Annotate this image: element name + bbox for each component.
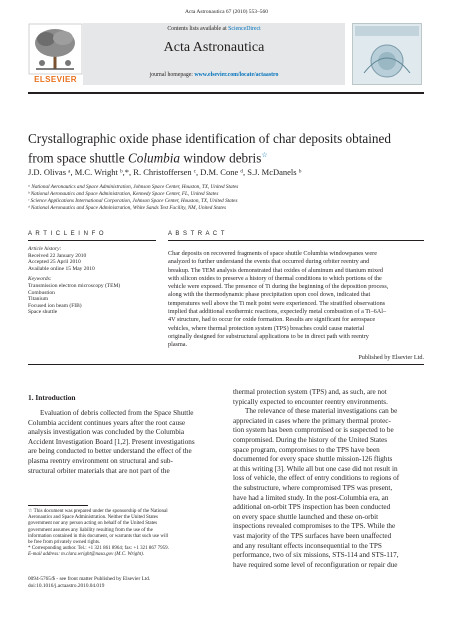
abstract-line: with silicon oxides to preserve a history of thermal conditions to which portions of the [168, 274, 382, 282]
abstract-line: implied that additional exothermic reactions, expectedly metal combustion of a Ti–6Al– [168, 308, 387, 316]
history-label: Article history: [28, 246, 62, 252]
body-line: tion system has been compromised or is suspected to be [233, 426, 394, 435]
doi-line[interactable]: doi:10.1016/j.actaastro.2010.04.019 [28, 582, 105, 589]
intro-right-column [233, 388, 425, 570]
keyword-item: Combustion [28, 289, 55, 296]
article-info [28, 246, 158, 316]
title-line-2-prefix: from space shuttle [28, 150, 128, 166]
elsevier-tree-logo [28, 23, 83, 85]
title-line-2-suffix: window debris [180, 150, 262, 166]
footnote-line: information contained in this document, or warrants that such use will [28, 533, 169, 539]
body-line: the substructure, where compromised TPS was present, [233, 483, 393, 492]
body-line: and any resultant effects inconsequential to the TPS [233, 541, 382, 550]
keyword-item: Focused ion beam (FIB) [28, 302, 82, 309]
abstract-heading: A B S T R A C T [168, 231, 226, 237]
authors: J.D. Olivas ᵃ, M.C. Wright ᵇ,*, R. Christoffersen ᶜ, D.M. Cone ᵈ, S.J. McDanels ᵇ [28, 167, 302, 177]
footnote-line: ☆ This document was prepared under the sponsorship of the National [28, 509, 168, 514]
sciencedirect-link[interactable]: ScienceDirect [228, 26, 261, 32]
contents-prefix: Contents lists available at [167, 26, 229, 32]
body-line: analysis investigation was concluded by the Columbia [28, 428, 185, 437]
abstract-rule [168, 240, 424, 241]
body-line: have had a limited study. In the post-Columbia era, an [233, 493, 389, 502]
affiliation-c: ᶜ Science Applications International Corporation, Johnson Space Center, Houston, TX, United States [28, 198, 238, 204]
abstract-line: along with the thermodynamic phase precipitation upon cool down, indicated that [168, 291, 371, 299]
body-line: Evaluation of debris collected from the Space Shuttle [40, 409, 194, 417]
body-line: inspections revealed compromises to the TPS. While the [233, 522, 396, 531]
footnote-email: E-mail address: m.clara.wright@nasa.gov (M.C. Wright). [28, 552, 145, 558]
body-line: Accident Investigation Board [1,2]. Present investigations [28, 437, 195, 446]
abstract-line: vehicle were exposed. The presence of Ti during the beginning of the deposition process, [168, 283, 389, 291]
section-heading-introduction: 1. Introduction [28, 393, 76, 402]
body-line: loss of vehicle, the effect of entry conditions to regions of [233, 474, 400, 483]
body-line: The relevance of these material investigations can be [245, 407, 398, 416]
history-received: Received 22 January 2010 [28, 252, 87, 259]
body-line: on every space shuttle launched and these on-orbit [233, 512, 379, 521]
affiliation-a: ᵃ National Aeronautics and Space Administration, Johnson Space Center, Houston, TX, United States [28, 184, 239, 190]
keywords-label: Keywords: [28, 276, 52, 283]
footnote-line: * Corresponding author. Tel.: +1 321 861 8964; fax: +1 321 867 7959. [28, 546, 169, 552]
publisher-note: Published by Elsevier Ltd. [358, 353, 424, 361]
title-line-1: Crystallographic oxide phase identification of char deposits obtained [28, 131, 391, 146]
keyword-item: Space shuttle [28, 309, 58, 316]
journal-title: Acta Astronautica [163, 40, 265, 55]
title-star-footnote-link[interactable]: ☆ [261, 151, 268, 159]
issn-line: 0094-5765/$ - see front matter Published by Elsevier Ltd. [28, 576, 151, 582]
body-line: vast majority of the TPS surfaces have been unaffected [233, 531, 392, 540]
body-line: have required some level of reconfiguration or repair due [233, 560, 398, 569]
header-rule [28, 92, 424, 94]
keyword-item: Titanium [28, 296, 48, 303]
body-line: space program, compromises to the TPS have been [233, 445, 380, 454]
body-line: typically expected to encounter reentry environments. [233, 397, 388, 406]
footnote-line: government assumes any liability resulting from the use of the [28, 527, 153, 533]
footnote-rule [28, 505, 88, 506]
homepage-prefix: journal homepage: [149, 72, 195, 78]
article-info-rule [28, 240, 156, 241]
body-line: plasma reentry environment on structural and sub- [28, 456, 173, 465]
abstract-line: breakup. The TEM analysis demonstrated that oxides of aluminum and titanium mixed [168, 266, 383, 274]
body-line: compromised. During the history of the United States [233, 435, 388, 444]
body-line: at this writing [3]. While all but one case did not result in [233, 464, 398, 473]
affiliation-b: ᵇ National Aeronautics and Space Administration, Kennedy Space Center, FL, United States [28, 191, 219, 197]
history-online: Available online 15 May 2010 [28, 265, 95, 272]
keyword-item: Transmission electron microscopy (TEM) [28, 282, 121, 289]
body-line: thermal protection system (TPS) and, as such, are not [233, 388, 387, 396]
homepage-link[interactable]: www.elsevier.com/locate/actaastro [194, 72, 279, 78]
footnote-line: be free from privately owned rights. [28, 540, 101, 546]
body-line: additional on-orbit TPS inspection has been conducted [233, 503, 391, 512]
abstract-line: plasma. [168, 341, 188, 349]
abstract-bottom-rule [28, 364, 424, 365]
title-line-2 [28, 147, 424, 166]
intro-left-column [28, 409, 220, 476]
article-title [28, 131, 424, 166]
abstract-line: originally designed for substructural applications to be in direct path with reentry [168, 332, 369, 340]
running-head: Acta Astronautica 67 (2010) 553–560 [184, 9, 269, 15]
bottom-info [28, 576, 150, 590]
abstract-line: analyzed to further understand the events that occurred during orbiter reentry and [168, 258, 370, 266]
contents-line [83, 26, 345, 32]
body-line: documented for every space shuttle mission-126 flights [233, 455, 393, 464]
abstract-line: Char deposits on recovered fragments of space shuttle Columbia windowpanes were [168, 250, 377, 257]
abstract-body [168, 250, 424, 362]
footnote-line: government nor any person acting on behalf of the United States [28, 521, 158, 527]
publisher-logo-text: ELSEVIER [34, 75, 77, 84]
abstract-line: temperatures well above the Ti melt point were experienced. The stratified observations [168, 299, 386, 307]
body-line: are being conducted to better understand the effect of the [28, 447, 192, 456]
body-line: structural orbiter materials that are not part of the [28, 466, 170, 475]
abstract-line: vehicles, where thermal protection system (TPS) breaches could cause material [168, 324, 365, 332]
affiliation-d: ᵈ National Aeronautics and Space Administration, White Sands Test Facility, NM, United States [28, 205, 227, 211]
journal-header [28, 23, 428, 85]
homepage-line [83, 72, 345, 78]
body-line: Columbia accident continues years after the root cause [28, 418, 186, 427]
abstract-line: 4V structure, had to occur for oxide formation. Results are significant for aerospace [168, 316, 376, 324]
article-info-heading: A R T I C L E I N F O [28, 231, 105, 237]
body-line: appreciated in cases where the primary thermal protec- [233, 416, 391, 425]
footnote-line: Aeronautics and Space Administration. Neither the United States [28, 515, 158, 521]
footnotes [28, 509, 220, 559]
body-line: performance, two of six missions, STS-114 and STS-117, [233, 551, 399, 560]
history-accepted: Accepted 25 April 2010 [28, 259, 81, 266]
journal-cover-image [352, 23, 422, 85]
title-line-2-italic: Columbia [127, 150, 181, 166]
